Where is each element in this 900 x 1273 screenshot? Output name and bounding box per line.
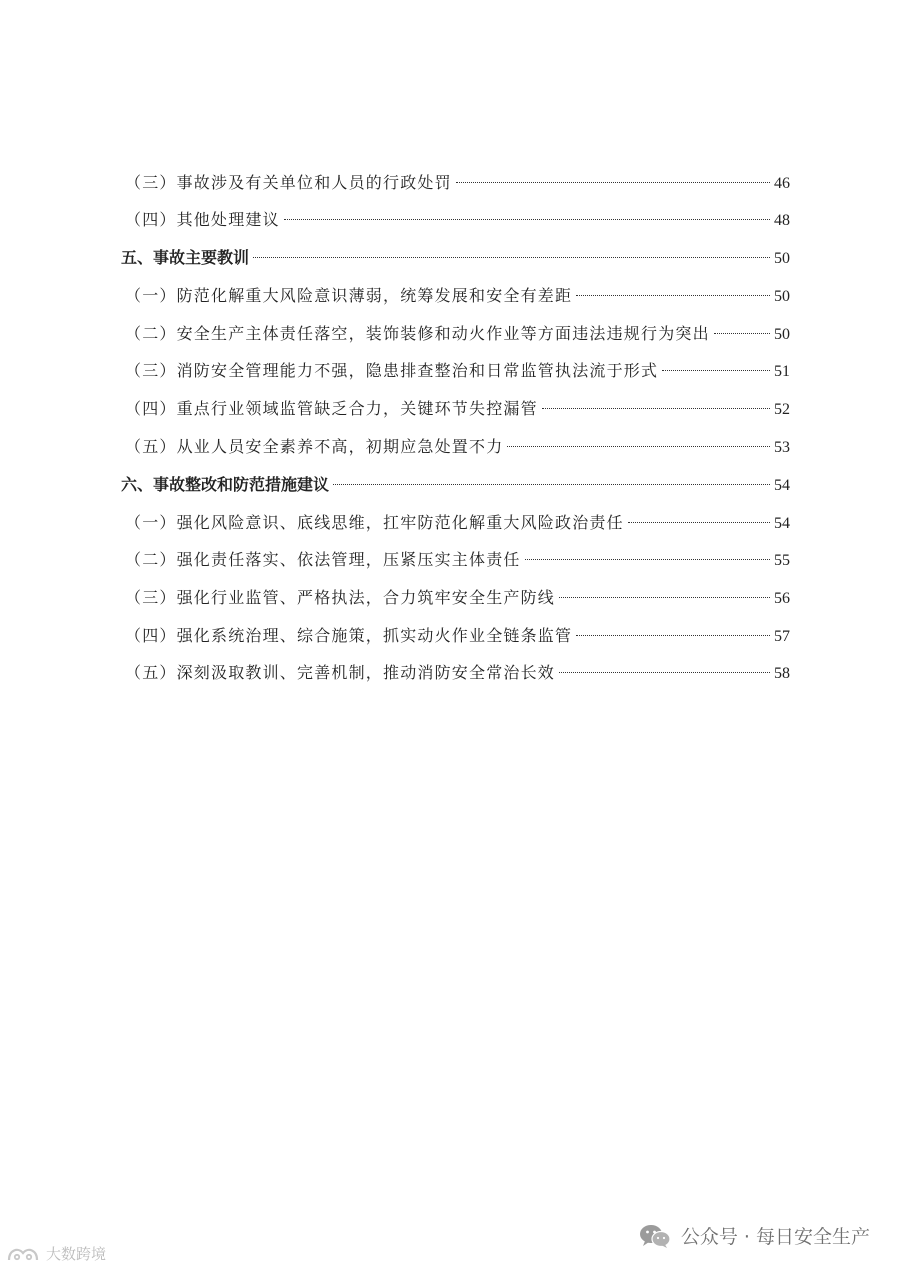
toc-entry-page: 58 xyxy=(774,665,790,682)
toc-entry-page: 51 xyxy=(774,363,790,380)
toc-entry-title: 五、事故主要教训 xyxy=(121,248,250,267)
toc-entry[interactable] xyxy=(125,207,790,233)
toc-section-heading[interactable] xyxy=(121,472,790,498)
toc-dot-leader xyxy=(507,446,770,447)
toc-entry[interactable] xyxy=(125,434,790,460)
brand-watermark-text: 大数跨境 xyxy=(46,1245,107,1263)
toc-entry-page: 54 xyxy=(774,477,790,494)
wechat-account-watermark xyxy=(639,1222,870,1249)
toc-dot-leader xyxy=(542,408,770,409)
toc-entry[interactable] xyxy=(125,283,790,309)
toc-dot-leader xyxy=(333,484,770,485)
toc-dot-leader xyxy=(456,182,770,183)
toc-entry-title: （一）强化风险意识、底线思维，扛牢防范化解重大风险政治责任 xyxy=(125,513,624,532)
watermark-text: 公众号 · 每日安全生产 xyxy=(680,1226,870,1248)
toc-entry-title: （三）消防安全管理能力不强，隐患排查整治和日常监管执法流于形式 xyxy=(125,361,659,380)
toc-entry-title: （三）强化行业监管、严格执法，合力筑牢安全生产防线 xyxy=(125,588,556,607)
toc-entry[interactable] xyxy=(125,623,790,649)
toc-entry-page: 50 xyxy=(774,288,790,305)
toc-entry-page: 46 xyxy=(774,175,790,192)
toc-dot-leader xyxy=(576,635,770,636)
toc-entry[interactable] xyxy=(125,170,790,196)
toc-entry-page: 57 xyxy=(774,628,790,645)
toc-dot-leader xyxy=(576,295,770,296)
toc-dot-leader xyxy=(559,672,770,673)
toc-entry[interactable] xyxy=(125,660,790,686)
toc-dot-leader xyxy=(628,522,770,523)
toc-entry-title: （五）深刻汲取教训、完善机制，推动消防安全常治长效 xyxy=(125,663,556,682)
toc-dot-leader xyxy=(559,597,770,598)
toc-entry-page: 48 xyxy=(774,212,790,229)
toc-entry-title: （三）事故涉及有关单位和人员的行政处罚 xyxy=(125,173,452,192)
toc-entry-title: （四）强化系统治理、综合施策，抓实动火作业全链条监管 xyxy=(125,626,573,645)
toc-dot-leader xyxy=(284,219,770,220)
toc-entry-title: 六、事故整改和防范措施建议 xyxy=(121,475,330,494)
brand-logo-icon xyxy=(6,1244,40,1264)
toc-entry-title: （一）防范化解重大风险意识薄弱，统筹发展和安全有差距 xyxy=(125,286,573,305)
toc-entry[interactable] xyxy=(125,510,790,536)
toc-entry-page: 52 xyxy=(774,401,790,418)
toc-entry-title: （二）强化责任落实、依法管理，压紧压实主体责任 xyxy=(125,550,521,569)
toc-entry[interactable] xyxy=(125,396,790,422)
toc-entry-page: 54 xyxy=(774,515,790,532)
toc-entry-page: 55 xyxy=(774,552,790,569)
toc-entry[interactable] xyxy=(125,358,790,384)
toc-entry[interactable] xyxy=(125,547,790,573)
toc-entry-page: 53 xyxy=(774,439,790,456)
toc-dot-leader xyxy=(525,559,770,560)
toc-entry[interactable] xyxy=(125,321,790,347)
toc-dot-leader xyxy=(253,257,770,258)
brand-watermark xyxy=(6,1243,106,1264)
toc-entry-title: （四）其他处理建议 xyxy=(125,210,280,229)
toc-entry-page: 56 xyxy=(774,590,790,607)
toc-section-heading[interactable] xyxy=(121,245,790,271)
toc-entry-page: 50 xyxy=(774,250,790,267)
toc-entry-page: 50 xyxy=(774,326,790,343)
toc-dot-leader xyxy=(714,333,770,334)
toc-entry-title: （二）安全生产主体责任落空，装饰装修和动火作业等方面违法违规行为突出 xyxy=(125,324,710,343)
toc-entry-title: （五）从业人员安全素养不高，初期应急处置不力 xyxy=(125,437,504,456)
toc-entry[interactable] xyxy=(125,585,790,611)
wechat-icon xyxy=(639,1223,671,1249)
toc-entry-title: （四）重点行业领域监管缺乏合力，关键环节失控漏管 xyxy=(125,399,538,418)
toc-dot-leader xyxy=(662,370,770,371)
